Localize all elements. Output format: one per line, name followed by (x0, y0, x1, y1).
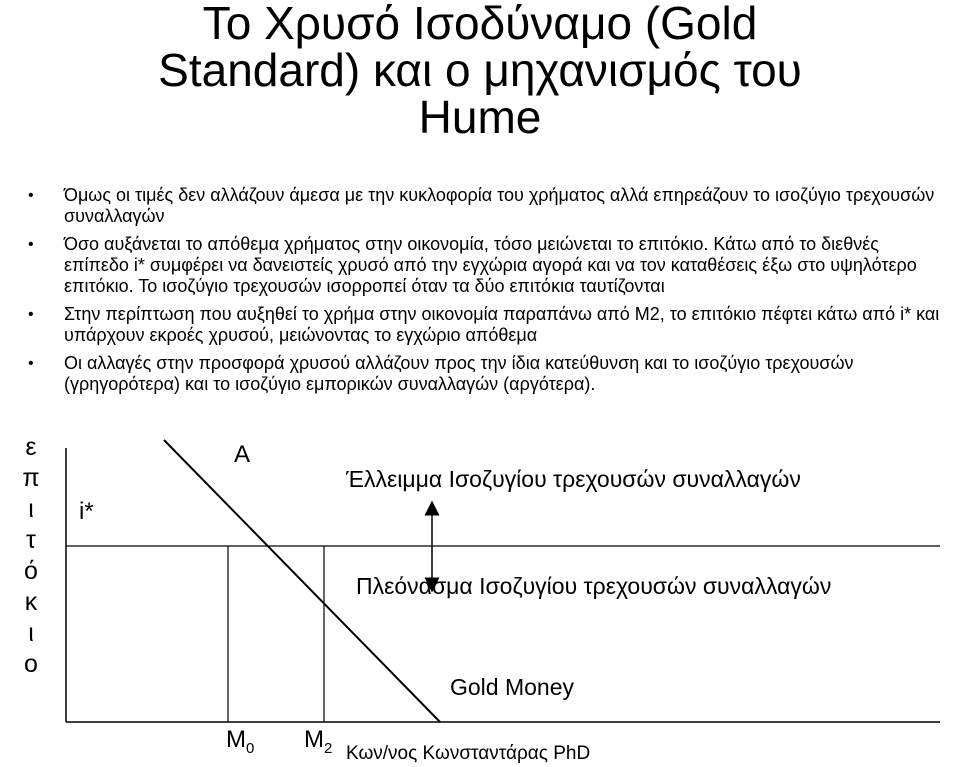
footer-author: Κων/νος Κωνσταντάρας PhD (346, 743, 591, 764)
m2-subscript: 2 (324, 740, 333, 757)
bullet-item-3: • Στην περίπτωση που αυξηθεί το χρήμα στην οικονομία παραπάνω από Μ2, το επιτόκιο πέφτει κάτω από i* και υπάρχουν εκροές χρυσού, μειώνοντας το εγχώριο απόθεμα (28, 304, 943, 346)
title-line-1: Το Χρυσό Ισοδύναμο (Gold (202, 0, 758, 49)
y-letter-4: τ (26, 526, 36, 554)
curve-a-label: A (234, 441, 251, 468)
y-letter-6: κ (24, 588, 38, 616)
surplus-label: Πλεόνασμα Ισοζυγίου τρεχουσών συναλλαγών (356, 573, 832, 599)
m2-main: M (304, 726, 324, 753)
y-letter-7: ι (28, 619, 34, 647)
bullet-item-4: • Οι αλλαγές στην προσφορά χρυσού αλλάζουν προς την ίδια κατεύθυνση και το ισοζύγιο τρεχουσών (γρηγορότερα) και το ισοζύγιο εμπορικών συναλλαγών (αργότερα). (28, 353, 943, 395)
title-line-3: Hume (418, 91, 542, 143)
m0-label (226, 726, 254, 757)
y-letter-8: ο (24, 650, 38, 678)
y-axis-label (18, 432, 44, 680)
bullet-item-1: • Όμως οι τιμές δεν αλλάζουν άμεσα με την κυκλοφορία του χρήματος αλλά επηρεάζουν το ισοζύγιο τρεχουσών συναλλαγών (28, 185, 943, 227)
i-star-label: i* (79, 498, 94, 525)
title-line-2: Standard) και ο μηχανισμός του (158, 44, 802, 96)
y-letter-3: ι (28, 495, 34, 523)
y-letter-1: ε (25, 433, 37, 461)
m0-subscript: 0 (246, 740, 255, 757)
deficit-label: Έλλειμμα Ισοζυγίου τρεχουσών συναλλαγών (346, 466, 801, 492)
y-letter-2: π (22, 464, 40, 492)
x-axis-label: Gold Money (450, 674, 575, 700)
m2-label (304, 726, 332, 757)
bullet-item-2: • Όσο αυξάνεται το απόθεμα χρήματος στην οικονομία, τόσο μειώνεται το επιτόκιο. Κάτω από το διεθνές επίπεδο i* συμφέρει να δανειστείς χρυσό από την εγχώρια αγορά και να τον καταθέσεις έξω στο υψηλότερο επιτόκιο. Το ισοζύγιο τρεχουσών ισορροπεί όταν τα δύο επιτόκια ταυτίζονται (28, 234, 943, 297)
m0-main: M (226, 726, 246, 753)
y-letter-5: ό (24, 557, 38, 585)
